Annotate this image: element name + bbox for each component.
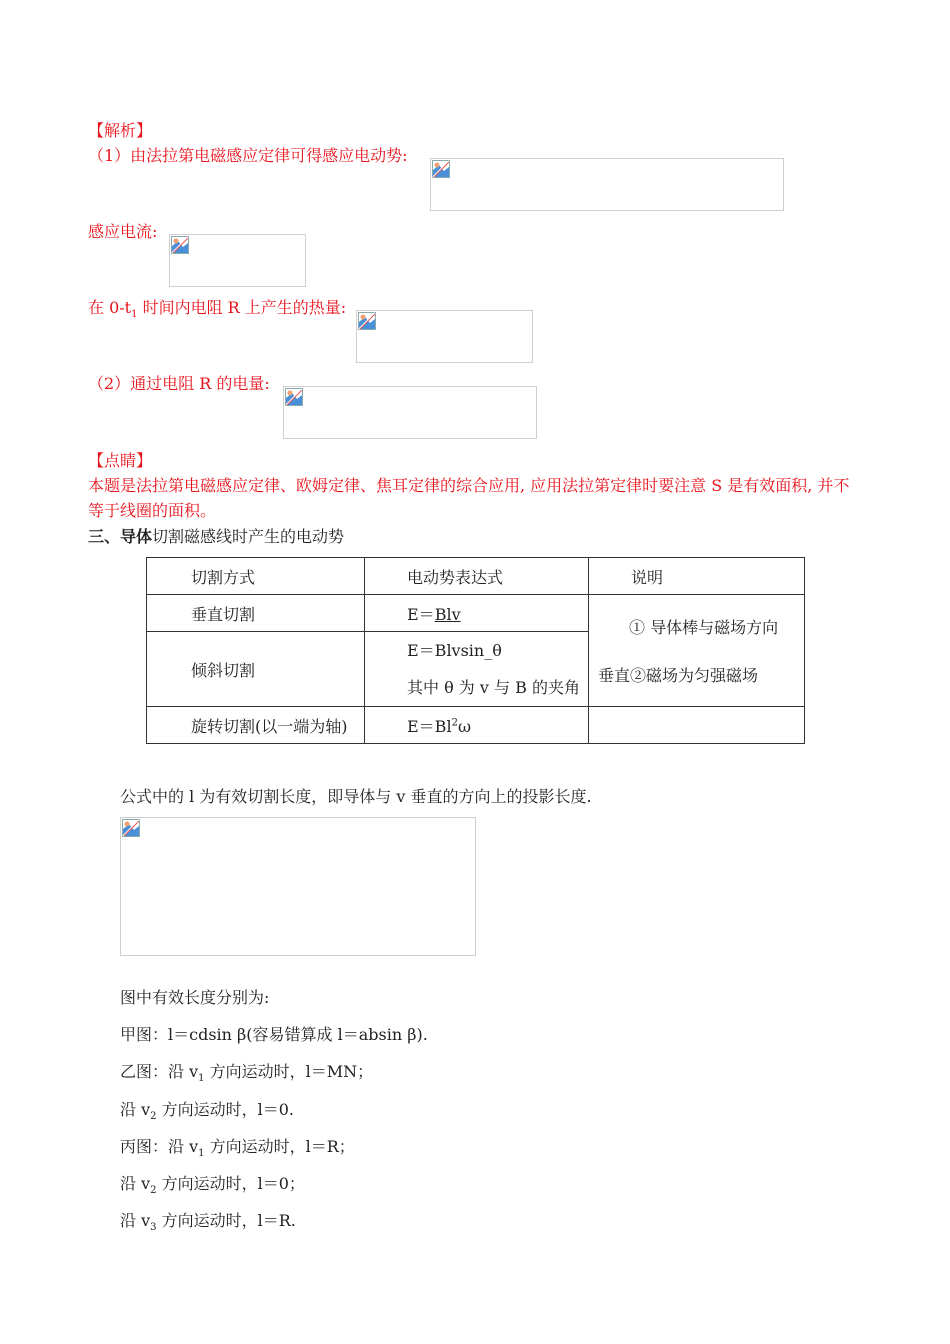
section-title: 三、导体切割磁感线时产生的电动势 <box>88 527 345 546</box>
table-row-mode: 垂直切割 <box>147 595 365 632</box>
yi-line: 乙图：沿 $v_1$ 方向运动时，l＝MN； <box>120 1062 374 1085</box>
bing3-line: 沿 $v_3$ 方向运动时，l＝R. <box>120 1211 296 1234</box>
step1-label: （1）由法拉第电磁感应定律可得感应电动势: <box>88 146 408 165</box>
heat-formula-image <box>356 310 533 363</box>
table-row-expr: E＝Blv <box>365 595 589 632</box>
bing2-line: 沿 $v_2$ 方向运动时，l＝0； <box>120 1174 305 1197</box>
table-row-mode: 倾斜切割 <box>147 632 365 707</box>
length-diagram-image <box>120 817 476 956</box>
lengths-intro: 图中有效长度分别为: <box>120 988 270 1007</box>
broken-image-icon <box>171 236 189 254</box>
broken-image-icon <box>122 819 140 837</box>
yi2-line: 沿 $v_2$ 方向运动时，l＝0. <box>120 1100 294 1123</box>
bing-line: 丙图：沿 $v_1$ 方向运动时，l＝R； <box>120 1137 355 1160</box>
table-row-expr: $E=Bl^2\omega$ <box>365 707 589 744</box>
current-formula-image <box>169 234 306 287</box>
table-header-note: 说明 <box>589 558 805 595</box>
table-row-mode: 旋转切割(以一端为轴) <box>147 707 365 744</box>
analysis-heading: 【解析】 <box>88 121 153 140</box>
formula-note: 公式中的 l 为有效切割长度，即导体与 v 垂直的方向上的投影长度. <box>120 787 592 806</box>
cutting-table <box>146 557 805 744</box>
table-row-expr: E＝Blvsin_θ 其中 θ 为 v 与 B 的夹角 <box>365 632 589 707</box>
table-header-mode: 切割方式 <box>147 558 365 595</box>
jia-line: 甲图：l＝cdsin β(容易错算成 l＝absin β). <box>120 1025 428 1044</box>
charge-formula-image <box>283 386 537 439</box>
broken-image-icon <box>285 388 303 406</box>
step2-label: （2）通过电阻 R 的电量: <box>88 374 270 393</box>
table-note-cell: ① 导体棒与磁场方向 垂直②磁场为匀强磁场 <box>589 595 805 707</box>
current-label: 感应电流: <box>88 222 158 241</box>
emf-formula-image <box>430 158 784 211</box>
broken-image-icon <box>432 160 450 178</box>
comment-line1: 本题是法拉第电磁感应定律、欧姆定律、焦耳定律的综合应用, 应用法拉第定律时要注意 S 是有效面积, 并不 <box>88 476 850 495</box>
broken-image-icon <box>358 312 376 330</box>
comment-line2: 等于线圈的面积。 <box>88 501 217 520</box>
heat-label: 在 $0-t_1$ 时间内电阻 R 上产生的热量: <box>88 298 347 321</box>
table-header-expr: 电动势表达式 <box>365 558 589 595</box>
table-empty-cell <box>589 707 805 744</box>
comment-heading: 【点睛】 <box>88 451 153 470</box>
